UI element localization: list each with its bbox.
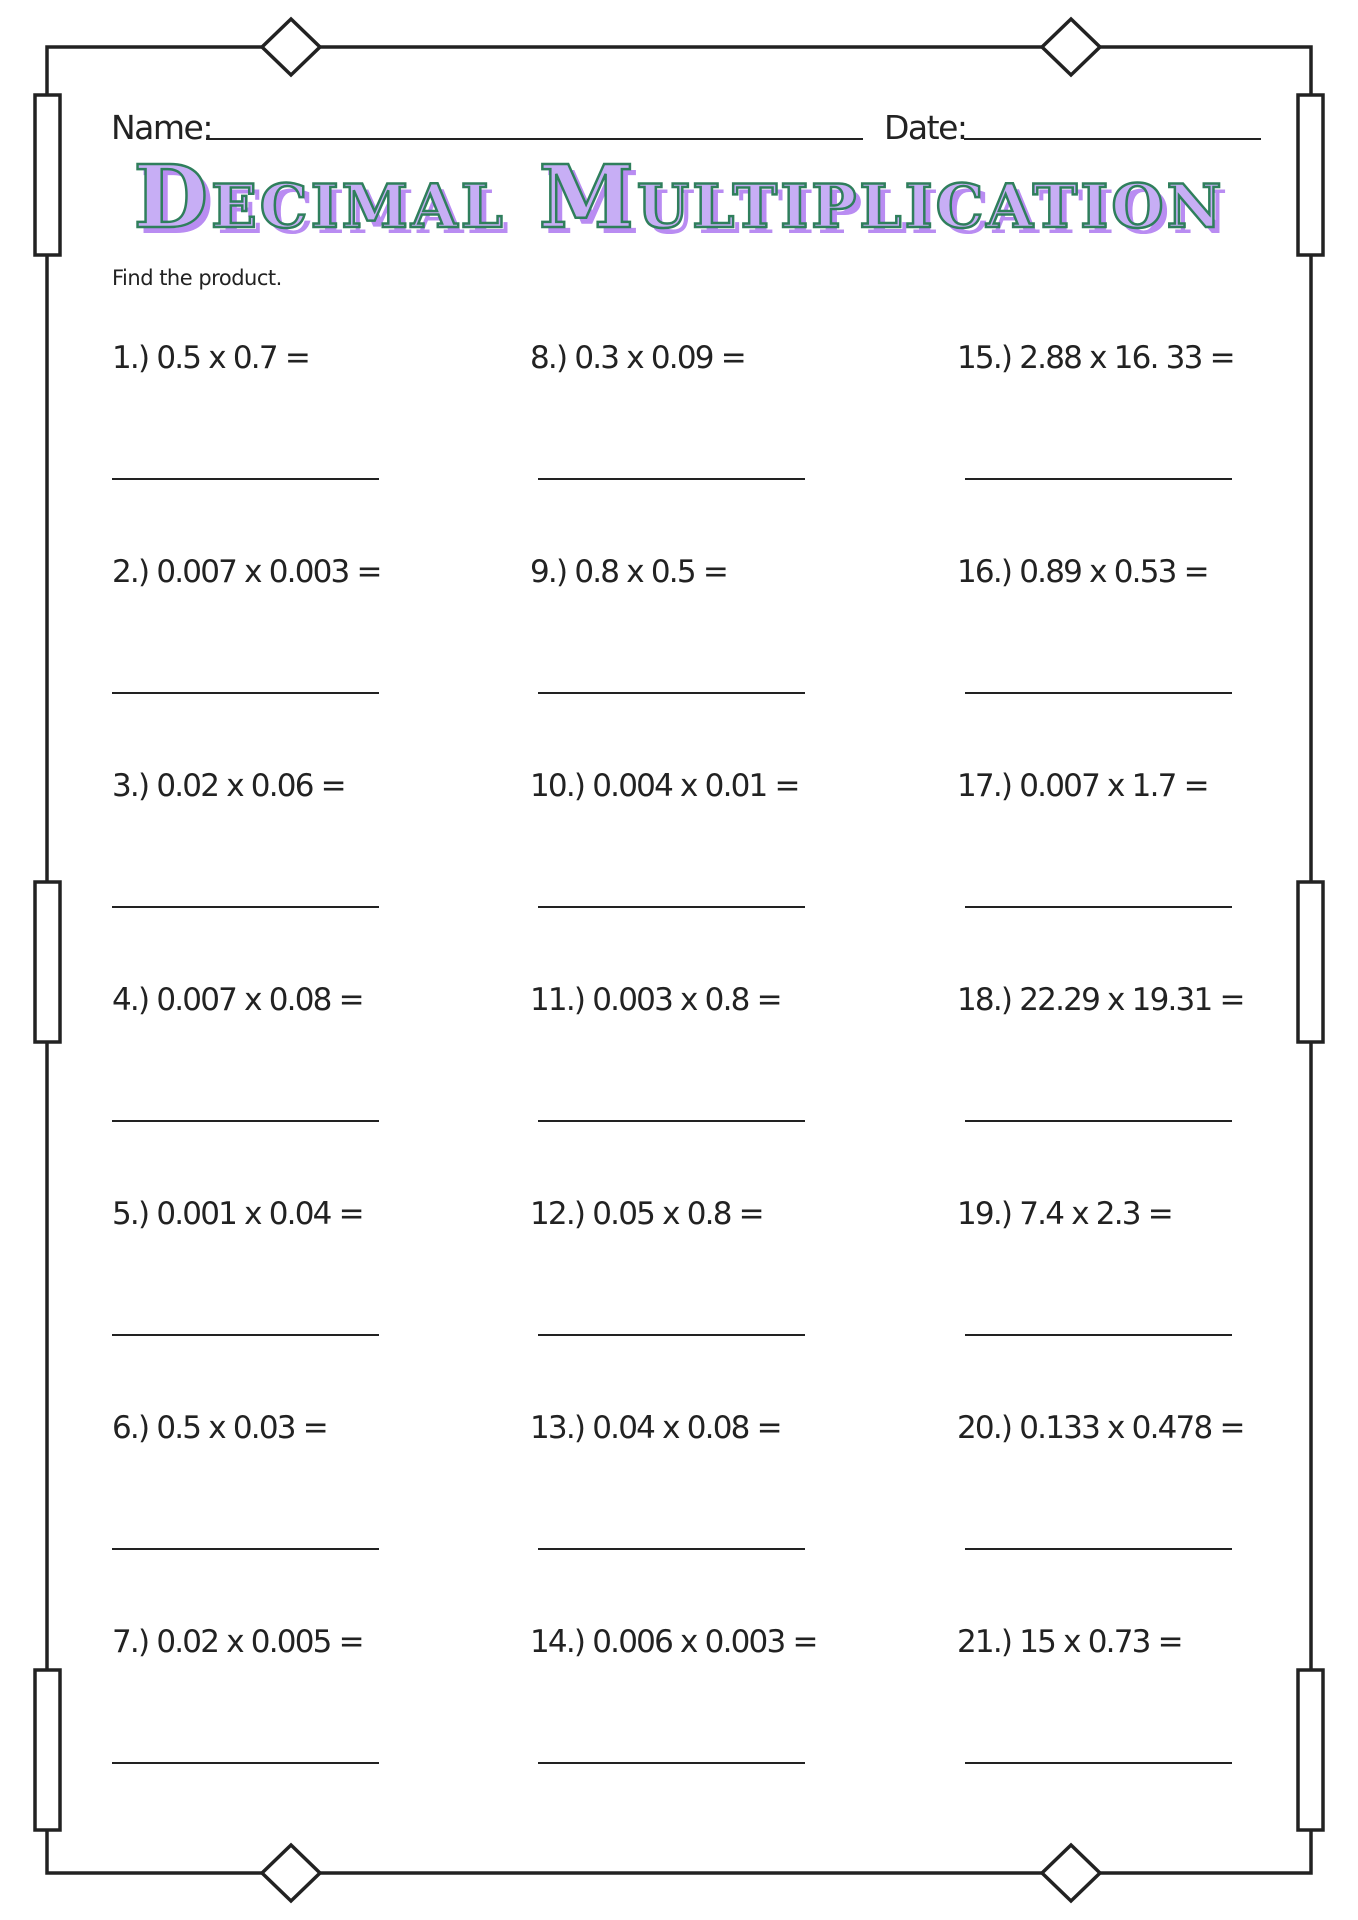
problem-3: 3.) 0.02 x 0.06 = (112, 768, 345, 804)
problem-16: 16.) 0.89 x 0.53 = (957, 554, 1208, 590)
problem-13: 13.) 0.04 x 0.08 = (530, 1410, 781, 1446)
problem-18: 18.) 22.29 x 19.31 = (957, 982, 1244, 1018)
problem-8: 8.) 0.3 x 0.09 = (530, 340, 745, 376)
name-label: Name: (111, 108, 212, 147)
answer-line-21[interactable] (965, 1762, 1232, 1764)
answer-line-10[interactable] (538, 906, 805, 908)
worksheet-title: Decimal Multiplication (133, 147, 1225, 248)
answer-line-11[interactable] (538, 1120, 805, 1122)
answer-line-13[interactable] (538, 1548, 805, 1550)
problem-14: 14.) 0.006 x 0.003 = (530, 1624, 817, 1660)
instructions-text: Find the product. (112, 266, 282, 290)
frame-border (47, 47, 1311, 1873)
problem-12: 12.) 0.05 x 0.8 = (530, 1196, 763, 1232)
problem-4: 4.) 0.007 x 0.08 = (112, 982, 363, 1018)
side-bar-ornament-right-bottom (1298, 1670, 1323, 1830)
problem-11: 11.) 0.003 x 0.8 = (530, 982, 781, 1018)
diamond-ornament-top-left (262, 19, 320, 75)
problem-19: 19.) 7.4 x 2.3 = (957, 1196, 1172, 1232)
problem-5: 5.) 0.001 x 0.04 = (112, 1196, 363, 1232)
answer-line-4[interactable] (112, 1120, 379, 1122)
problem-17: 17.) 0.007 x 1.7 = (957, 768, 1208, 804)
answer-line-20[interactable] (965, 1548, 1232, 1550)
answer-line-16[interactable] (965, 692, 1232, 694)
answer-line-6[interactable] (112, 1548, 379, 1550)
answer-line-18[interactable] (965, 1120, 1232, 1122)
answer-line-5[interactable] (112, 1334, 379, 1336)
answer-line-8[interactable] (538, 478, 805, 480)
answer-line-19[interactable] (965, 1334, 1232, 1336)
answer-line-14[interactable] (538, 1762, 805, 1764)
name-date-header (111, 108, 1261, 148)
answer-line-15[interactable] (965, 478, 1232, 480)
side-bar-ornament-right-middle (1298, 882, 1323, 1042)
answer-line-12[interactable] (538, 1334, 805, 1336)
problem-7: 7.) 0.02 x 0.005 = (112, 1624, 363, 1660)
name-field-line[interactable] (206, 138, 863, 140)
answer-line-1[interactable] (112, 478, 379, 480)
problem-15: 15.) 2.88 x 16. 33 = (957, 340, 1234, 376)
answer-line-2[interactable] (112, 692, 379, 694)
date-label: Date: (884, 108, 967, 147)
answer-line-3[interactable] (112, 906, 379, 908)
problem-1: 1.) 0.5 x 0.7 = (112, 340, 310, 376)
problem-9: 9.) 0.8 x 0.5 = (530, 554, 728, 590)
answer-line-9[interactable] (538, 692, 805, 694)
problem-2: 2.) 0.007 x 0.003 = (112, 554, 381, 590)
problem-6: 6.) 0.5 x 0.03 = (112, 1410, 327, 1446)
diamond-ornament-bottom-left (262, 1845, 320, 1901)
problem-10: 10.) 0.004 x 0.01 = (530, 768, 799, 804)
answer-line-17[interactable] (965, 906, 1232, 908)
diamond-ornament-top-right (1042, 19, 1100, 75)
side-bar-ornament-left-bottom (35, 1670, 60, 1830)
problem-21: 21.) 15 x 0.73 = (957, 1624, 1182, 1660)
problem-20: 20.) 0.133 x 0.478 = (957, 1410, 1244, 1446)
answer-line-7[interactable] (112, 1762, 379, 1764)
side-bar-ornament-left-middle (35, 882, 60, 1042)
diamond-ornament-bottom-right (1042, 1845, 1100, 1901)
date-field-line[interactable] (964, 138, 1261, 140)
